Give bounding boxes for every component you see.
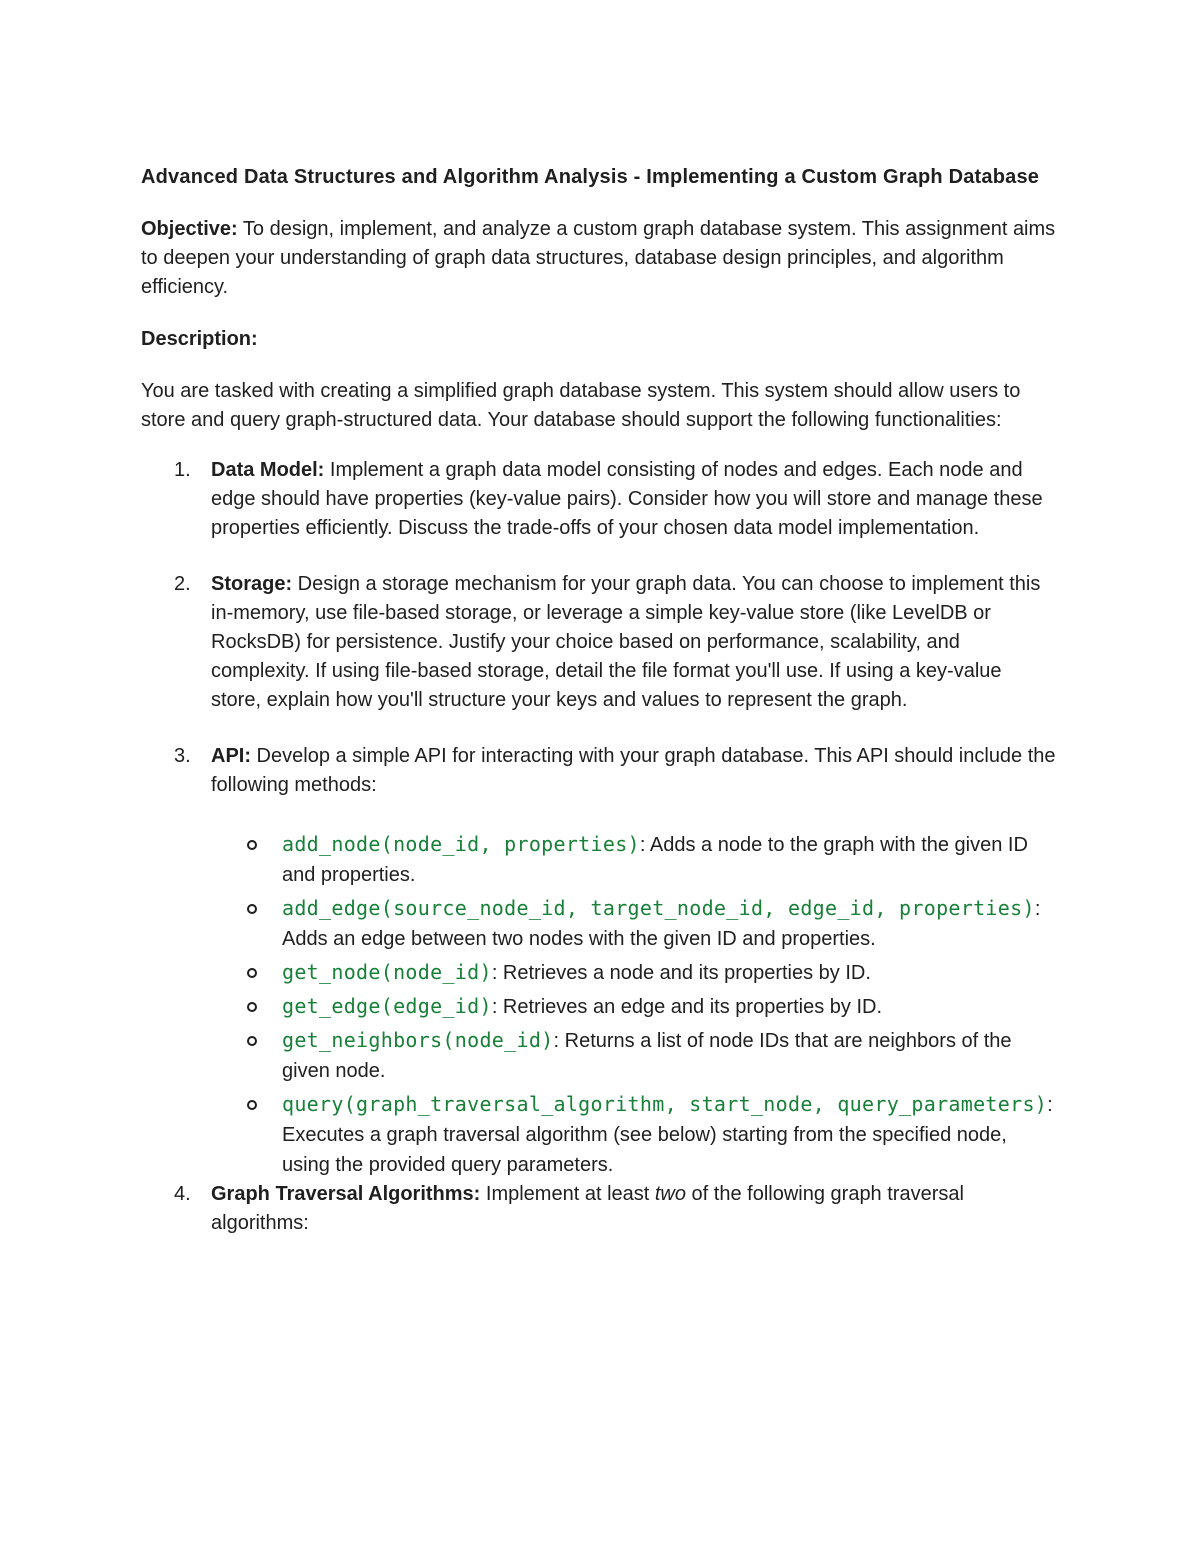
method-description: : Adds a node to the graph with the given ID and properties. — [282, 834, 1028, 886]
method-signature: add_edge(source_node_id, target_node_id, edge_id, properties) — [282, 896, 1035, 920]
api-method-list — [211, 829, 1056, 1180]
method-item — [211, 1025, 1056, 1086]
hollow-bullet-icon — [247, 840, 257, 850]
method-description: : Returns a list of node IDs that are neighbors of the given node. — [282, 1030, 1012, 1082]
list-item-api — [141, 742, 1056, 1180]
method-description: : Retrieves a node and its properties by ID. — [491, 962, 871, 984]
item-label: Data Model: — [211, 459, 325, 481]
hollow-bullet-icon — [247, 968, 257, 978]
method-item — [211, 991, 1056, 1022]
description-text: You are tasked with creating a simplified graph database system. This system should allow users to store and query graph-structured data. Your database should support the following functionalities: — [141, 380, 1021, 431]
method-signature: get_edge(edge_id) — [282, 994, 492, 1018]
document-page — [141, 163, 1056, 1265]
method-signature: add_node(node_id, properties) — [282, 832, 640, 856]
list-number: 2. — [174, 573, 191, 595]
list-number: 1. — [174, 459, 191, 481]
method-description: : Retrieves an edge and its properties by ID. — [491, 996, 883, 1018]
method-signature: get_node(node_id) — [282, 960, 492, 984]
item-text: Implement a graph data model consisting of nodes and edges. Each node and edge should have properties (key-value pairs). Consider how you will store and manage these properties efficiently. Discuss the trade-offs of your chosen data model implementation. — [211, 459, 1043, 539]
hollow-bullet-icon — [247, 904, 257, 914]
functionality-list — [141, 456, 1056, 1238]
method-item — [211, 1089, 1056, 1180]
hollow-bullet-icon — [247, 1036, 257, 1046]
item-text: Design a storage mechanism for your graph data. You can choose to implement this in-memory, use file-based storage, or leverage a simple key-value store (like LevelDB or RocksDB) for persistence. Justify your choice based on performance, scalability, and complexity. If using file-based storage, detail the file format you'll use. If using a key-value store, explain how you'll structure your keys and values to represent the graph. — [211, 573, 1041, 711]
objective-paragraph — [141, 215, 1056, 302]
list-number: 4. — [174, 1183, 191, 1205]
method-item — [211, 957, 1056, 988]
method-signature: query(graph_traversal_algorithm, start_node, query_parameters) — [282, 1092, 1048, 1116]
method-signature: get_neighbors(node_id) — [282, 1028, 554, 1052]
document-title: Advanced Data Structures and Algorithm Analysis - Implementing a Custom Graph Database — [141, 166, 1040, 188]
list-number: 3. — [174, 745, 191, 767]
objective-label: Objective: — [141, 218, 238, 240]
item-label: API: — [211, 745, 251, 767]
objective-text: To design, implement, and analyze a custom graph database system. This assignment aims to deepen your understanding of graph data structures, database design principles, and algorithm efficiency. — [141, 218, 1056, 298]
hollow-bullet-icon — [247, 1100, 257, 1110]
item-label: Graph Traversal Algorithms: — [211, 1183, 481, 1205]
method-item — [211, 893, 1056, 954]
hollow-bullet-icon — [247, 1002, 257, 1012]
method-description: : Adds an edge between two nodes with the given ID and properties. — [282, 898, 1041, 950]
description-heading: Description: — [141, 328, 258, 350]
item-text: Develop a simple API for interacting with your graph database. This API should include the following methods: — [211, 745, 1056, 796]
method-item — [211, 829, 1056, 890]
item-emphasis: two — [654, 1183, 686, 1205]
method-description: : Executes a graph traversal algorithm (see below) starting from the specified node, using the provided query parameters. — [282, 1094, 1053, 1176]
list-item-storage — [141, 570, 1056, 715]
list-item-graph-traversal — [141, 1180, 1056, 1238]
item-text-after: of the following graph traversal algorithms: — [211, 1183, 964, 1234]
item-label: Storage: — [211, 573, 293, 595]
item-text-before: Implement at least — [480, 1183, 655, 1205]
list-item-data-model — [141, 456, 1056, 543]
